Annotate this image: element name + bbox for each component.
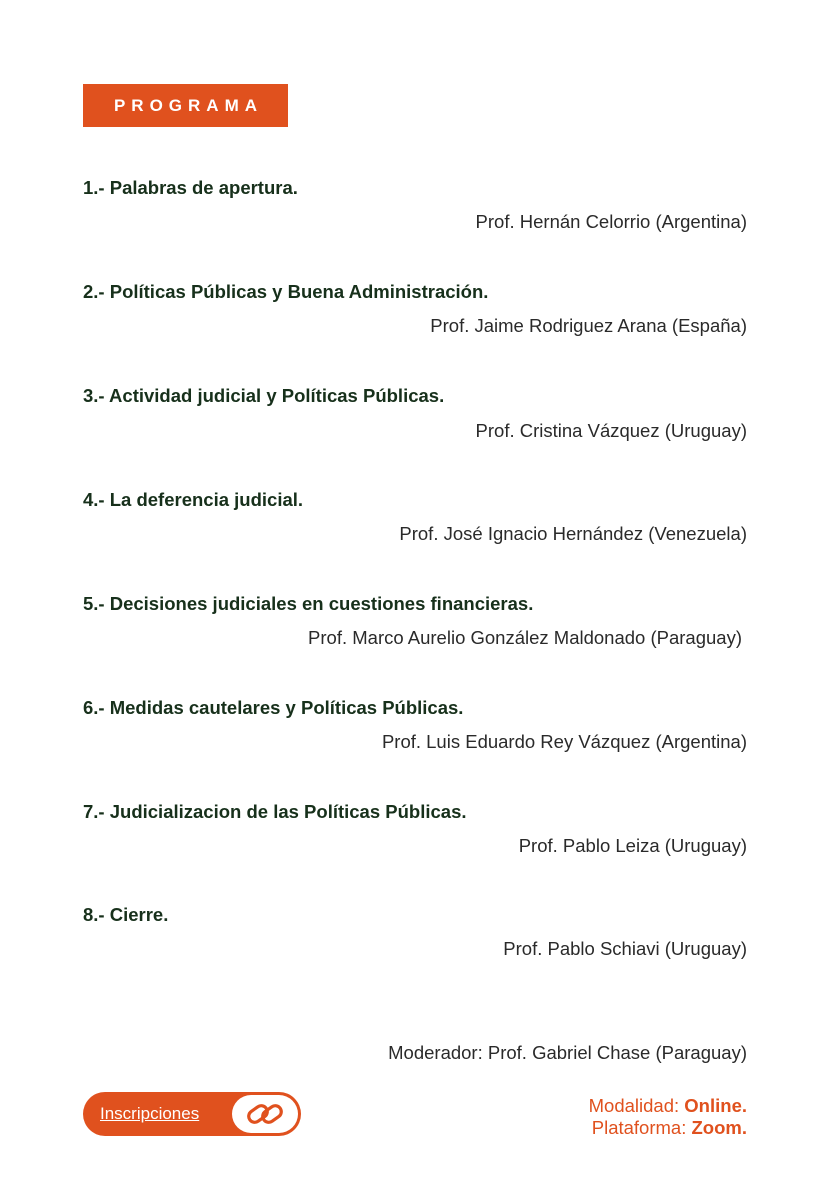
- register-link-badge[interactable]: [232, 1095, 298, 1133]
- item-title: 5.- Decisiones judiciales en cuestiones financieras.: [83, 593, 534, 614]
- modality-value: Online.: [684, 1095, 747, 1116]
- item-speaker: Prof. Cristina Vázquez (Uruguay): [475, 420, 747, 441]
- platform-label: Plataforma:: [591, 1117, 692, 1138]
- moderator-line: Moderador: Prof. Gabriel Chase (Paraguay): [388, 1042, 747, 1063]
- modality-label: Modalidad:: [588, 1095, 685, 1116]
- item-title: 2.- Políticas Públicas y Buena Administración.: [83, 281, 489, 302]
- item-speaker: Prof. Luis Eduardo Rey Vázquez (Argentina): [381, 731, 747, 752]
- link-icon: [245, 1099, 285, 1129]
- program-badge: [83, 84, 288, 127]
- program-badge-label: PROGRAMA: [113, 95, 264, 115]
- item-title: 6.- Medidas cautelares y Políticas Públicas.: [83, 697, 464, 718]
- item-speaker: Prof. Pablo Leiza (Uruguay): [518, 835, 747, 856]
- register-button-label[interactable]: Inscripciones: [100, 1104, 200, 1123]
- item-title: 8.- Cierre.: [83, 904, 169, 925]
- item-speaker: Prof. José Ignacio Hernández (Venezuela): [399, 523, 747, 544]
- item-speaker: Prof. Marco Aurelio González Maldonado (Paraguay): [308, 627, 742, 648]
- register-button[interactable]: [83, 1092, 301, 1136]
- modality-line: [589, 1095, 747, 1117]
- item-speaker: Prof. Hernán Celorrio (Argentina): [475, 211, 747, 232]
- platform-line: [589, 1117, 747, 1139]
- item-title: 4.- La deferencia judicial.: [83, 489, 304, 510]
- item-speaker: Prof. Jaime Rodriguez Arana (España): [430, 315, 747, 336]
- modality-info: [589, 1095, 747, 1139]
- item-title: 3.- Actividad judicial y Políticas Públicas.: [83, 385, 445, 406]
- item-title: 7.- Judicializacion de las Políticas Públicas.: [83, 801, 467, 822]
- item-title: 1.- Palabras de apertura.: [83, 177, 298, 198]
- item-speaker: Prof. Pablo Schiavi (Uruguay): [503, 938, 747, 959]
- platform-value: Zoom.: [691, 1117, 747, 1138]
